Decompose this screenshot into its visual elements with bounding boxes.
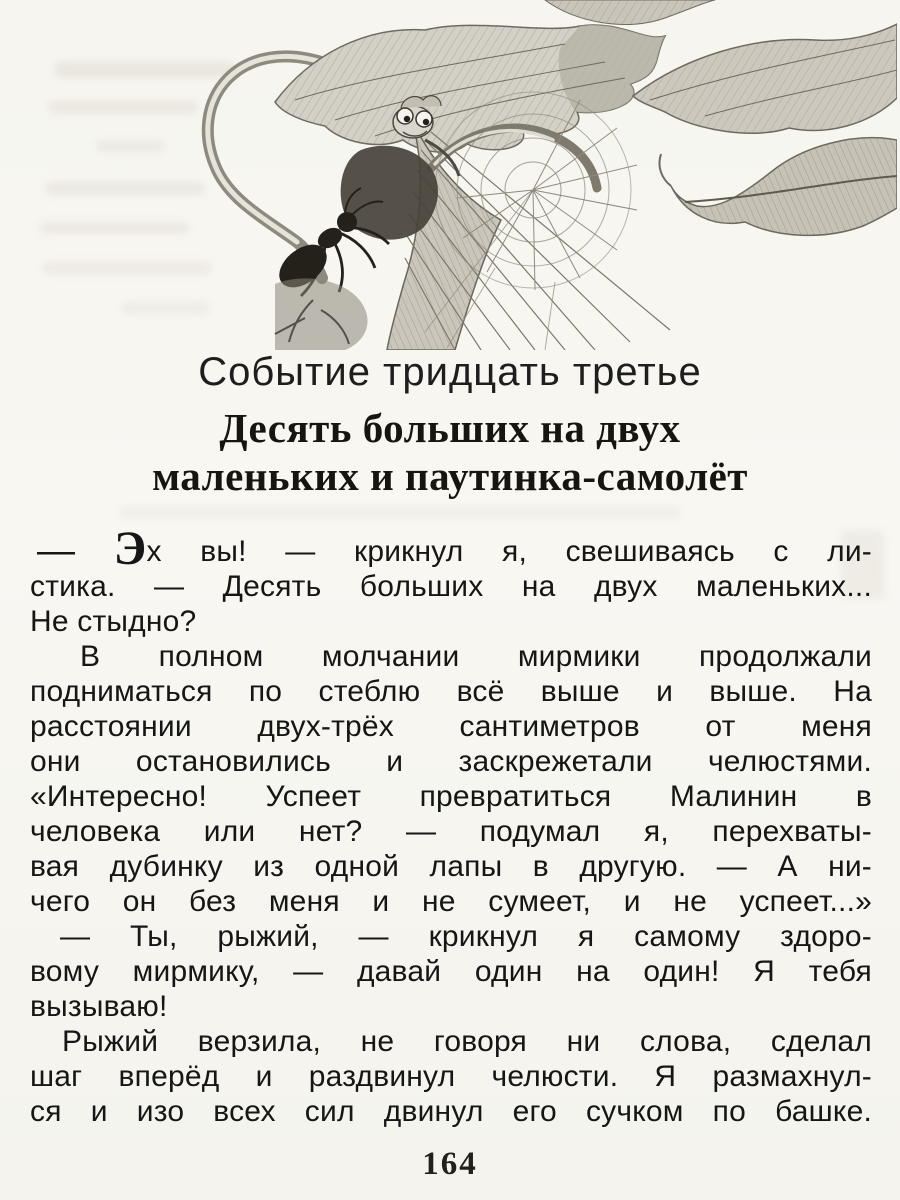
text-line: расстоянии двух-трёх сантиметров от меня (30, 710, 872, 743)
text-line: шаг вперёд и раздвинул челюсти. Я размахнул- (30, 1060, 872, 1093)
right-upper-leaf (633, 24, 897, 133)
illustration-drawing (125, 0, 897, 350)
text-line: подниматься по стеблю всё выше и выше. На (30, 675, 872, 708)
right-lower-leaf (659, 138, 897, 236)
text-line: вая дубинку из одной лапы в другую. — А ни- (30, 850, 872, 883)
text-line: они остановились и заскрежетали челюстями. (30, 745, 872, 778)
text-line (30, 522, 872, 575)
chapter-title (0, 404, 900, 500)
text-line: — Ты, рыжий, — крикнул я самому здоро- (60, 920, 872, 953)
bleed-through-smudge (120, 508, 680, 518)
top-leaf (275, 25, 665, 152)
text-line: «Интересно! Успеет превратиться Малинин в (30, 780, 872, 813)
text-line: Рыжий верзила, не говоря ни слова, сделал (62, 1025, 872, 1058)
dialogue-dash: — (37, 530, 76, 572)
drop-cap: Э (113, 522, 147, 575)
text-line: чего он без меня и не сумеет, и не успеет...» (30, 885, 872, 918)
chapter-illustration (125, 0, 897, 350)
text-line: ся и изо всех сил двинул его сучком по башке. (30, 1095, 872, 1128)
text-line: вызываю! (30, 990, 168, 1023)
text-line: человека или нет? — подумал я, перехваты- (30, 815, 872, 848)
top-leaf-sliver (545, 0, 715, 24)
chapter-title-line2: маленьких и паутинка-самолёт (152, 453, 748, 499)
body-text (30, 522, 872, 1129)
stem-trunk (387, 118, 670, 350)
creature-eye (416, 111, 432, 127)
page-number: 164 (422, 1146, 478, 1182)
line-rest: х вы! — крикнул я, свешиваясь с ли- (146, 535, 872, 568)
text-line: вому мирмику, — давай один на один! Я тебя (30, 955, 872, 988)
chapter-title-line1: Десять больших на двух (219, 405, 681, 451)
text-line: В полном молчании мирмики продолжали (80, 640, 872, 673)
chapter-kicker: Событие тридцать третье (198, 350, 702, 394)
twigs (275, 278, 368, 350)
creature-eye (397, 108, 413, 124)
text-line: стика. — Десять больших на двух маленьких... (30, 570, 872, 603)
text-line: Не стыдно? (30, 605, 197, 638)
